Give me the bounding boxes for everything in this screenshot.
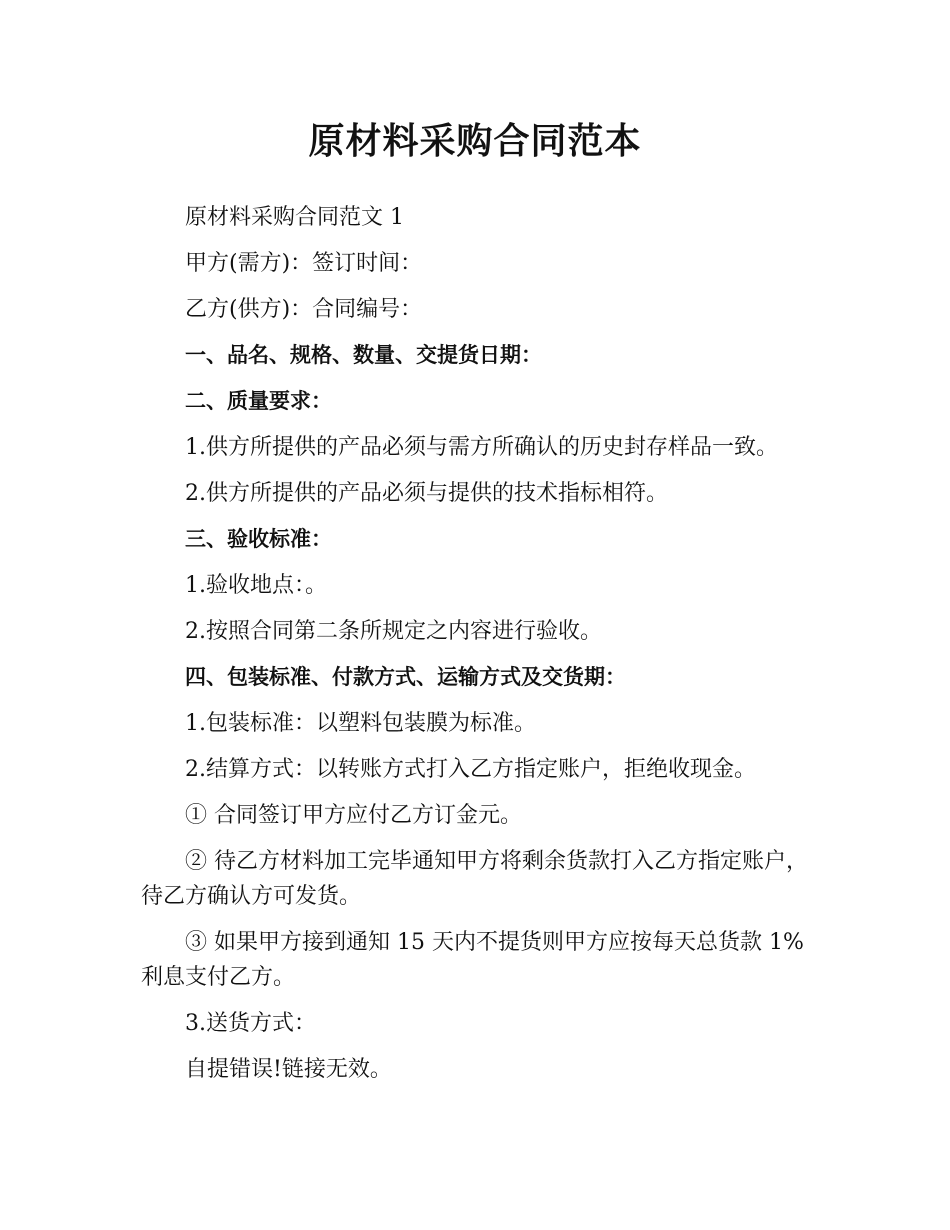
paragraph-packaging: 1.包装标准：以塑料包装膜为标准。	[185, 711, 536, 736]
paragraph-quality-2: 2.供方所提供的产品必须与提供的技术指标相符。	[185, 481, 668, 506]
paragraph-settlement-item-1: ① 合同签订甲方应付乙方订金元。	[185, 803, 522, 828]
section-heading-4: 四、包装标准、付款方式、运输方式及交货期：	[185, 665, 626, 689]
paragraph-contract-heading: 原材料采购合同范文 1	[185, 205, 404, 230]
section-heading-2: 二、质量要求：	[185, 389, 332, 413]
paragraph-quality-1: 1.供方所提供的产品必须与需方所确认的历史封存样品一致。	[185, 435, 778, 460]
section-heading-1: 一、品名、规格、数量、交提货日期：	[185, 343, 542, 367]
document-title: 原材料采购合同范本	[308, 121, 642, 162]
paragraph-delivery: 3.送货方式：	[185, 1011, 316, 1036]
paragraph-settlement-item-2: ② 待乙方材料加工完毕通知甲方将剩余货款打入乙方指定账户，待乙方确认方可发货。	[141, 849, 808, 909]
paragraph-acceptance-1: 1.验收地点：。	[185, 573, 327, 598]
paragraph-acceptance-2: 2.按照合同第二条所规定之内容进行验收。	[185, 619, 602, 644]
document-body	[141, 200, 821, 1098]
paragraph-pickup-link-error: 自提错误!链接无效。	[185, 1057, 392, 1082]
section-heading-3: 三、验收标准：	[185, 527, 332, 551]
paragraph-settlement-item-3: ③ 如果甲方接到通知 15 天内不提货则甲方应按每天总货款 1%利息支付乙方。	[141, 930, 804, 990]
paragraph-party-a: 甲方(需方)：签订时间：	[185, 251, 423, 276]
paragraph-party-b: 乙方(供方)：合同编号：	[185, 297, 423, 322]
paragraph-settlement: 2.结算方式：以转账方式打入乙方指定账户，拒绝收现金。	[185, 757, 756, 782]
